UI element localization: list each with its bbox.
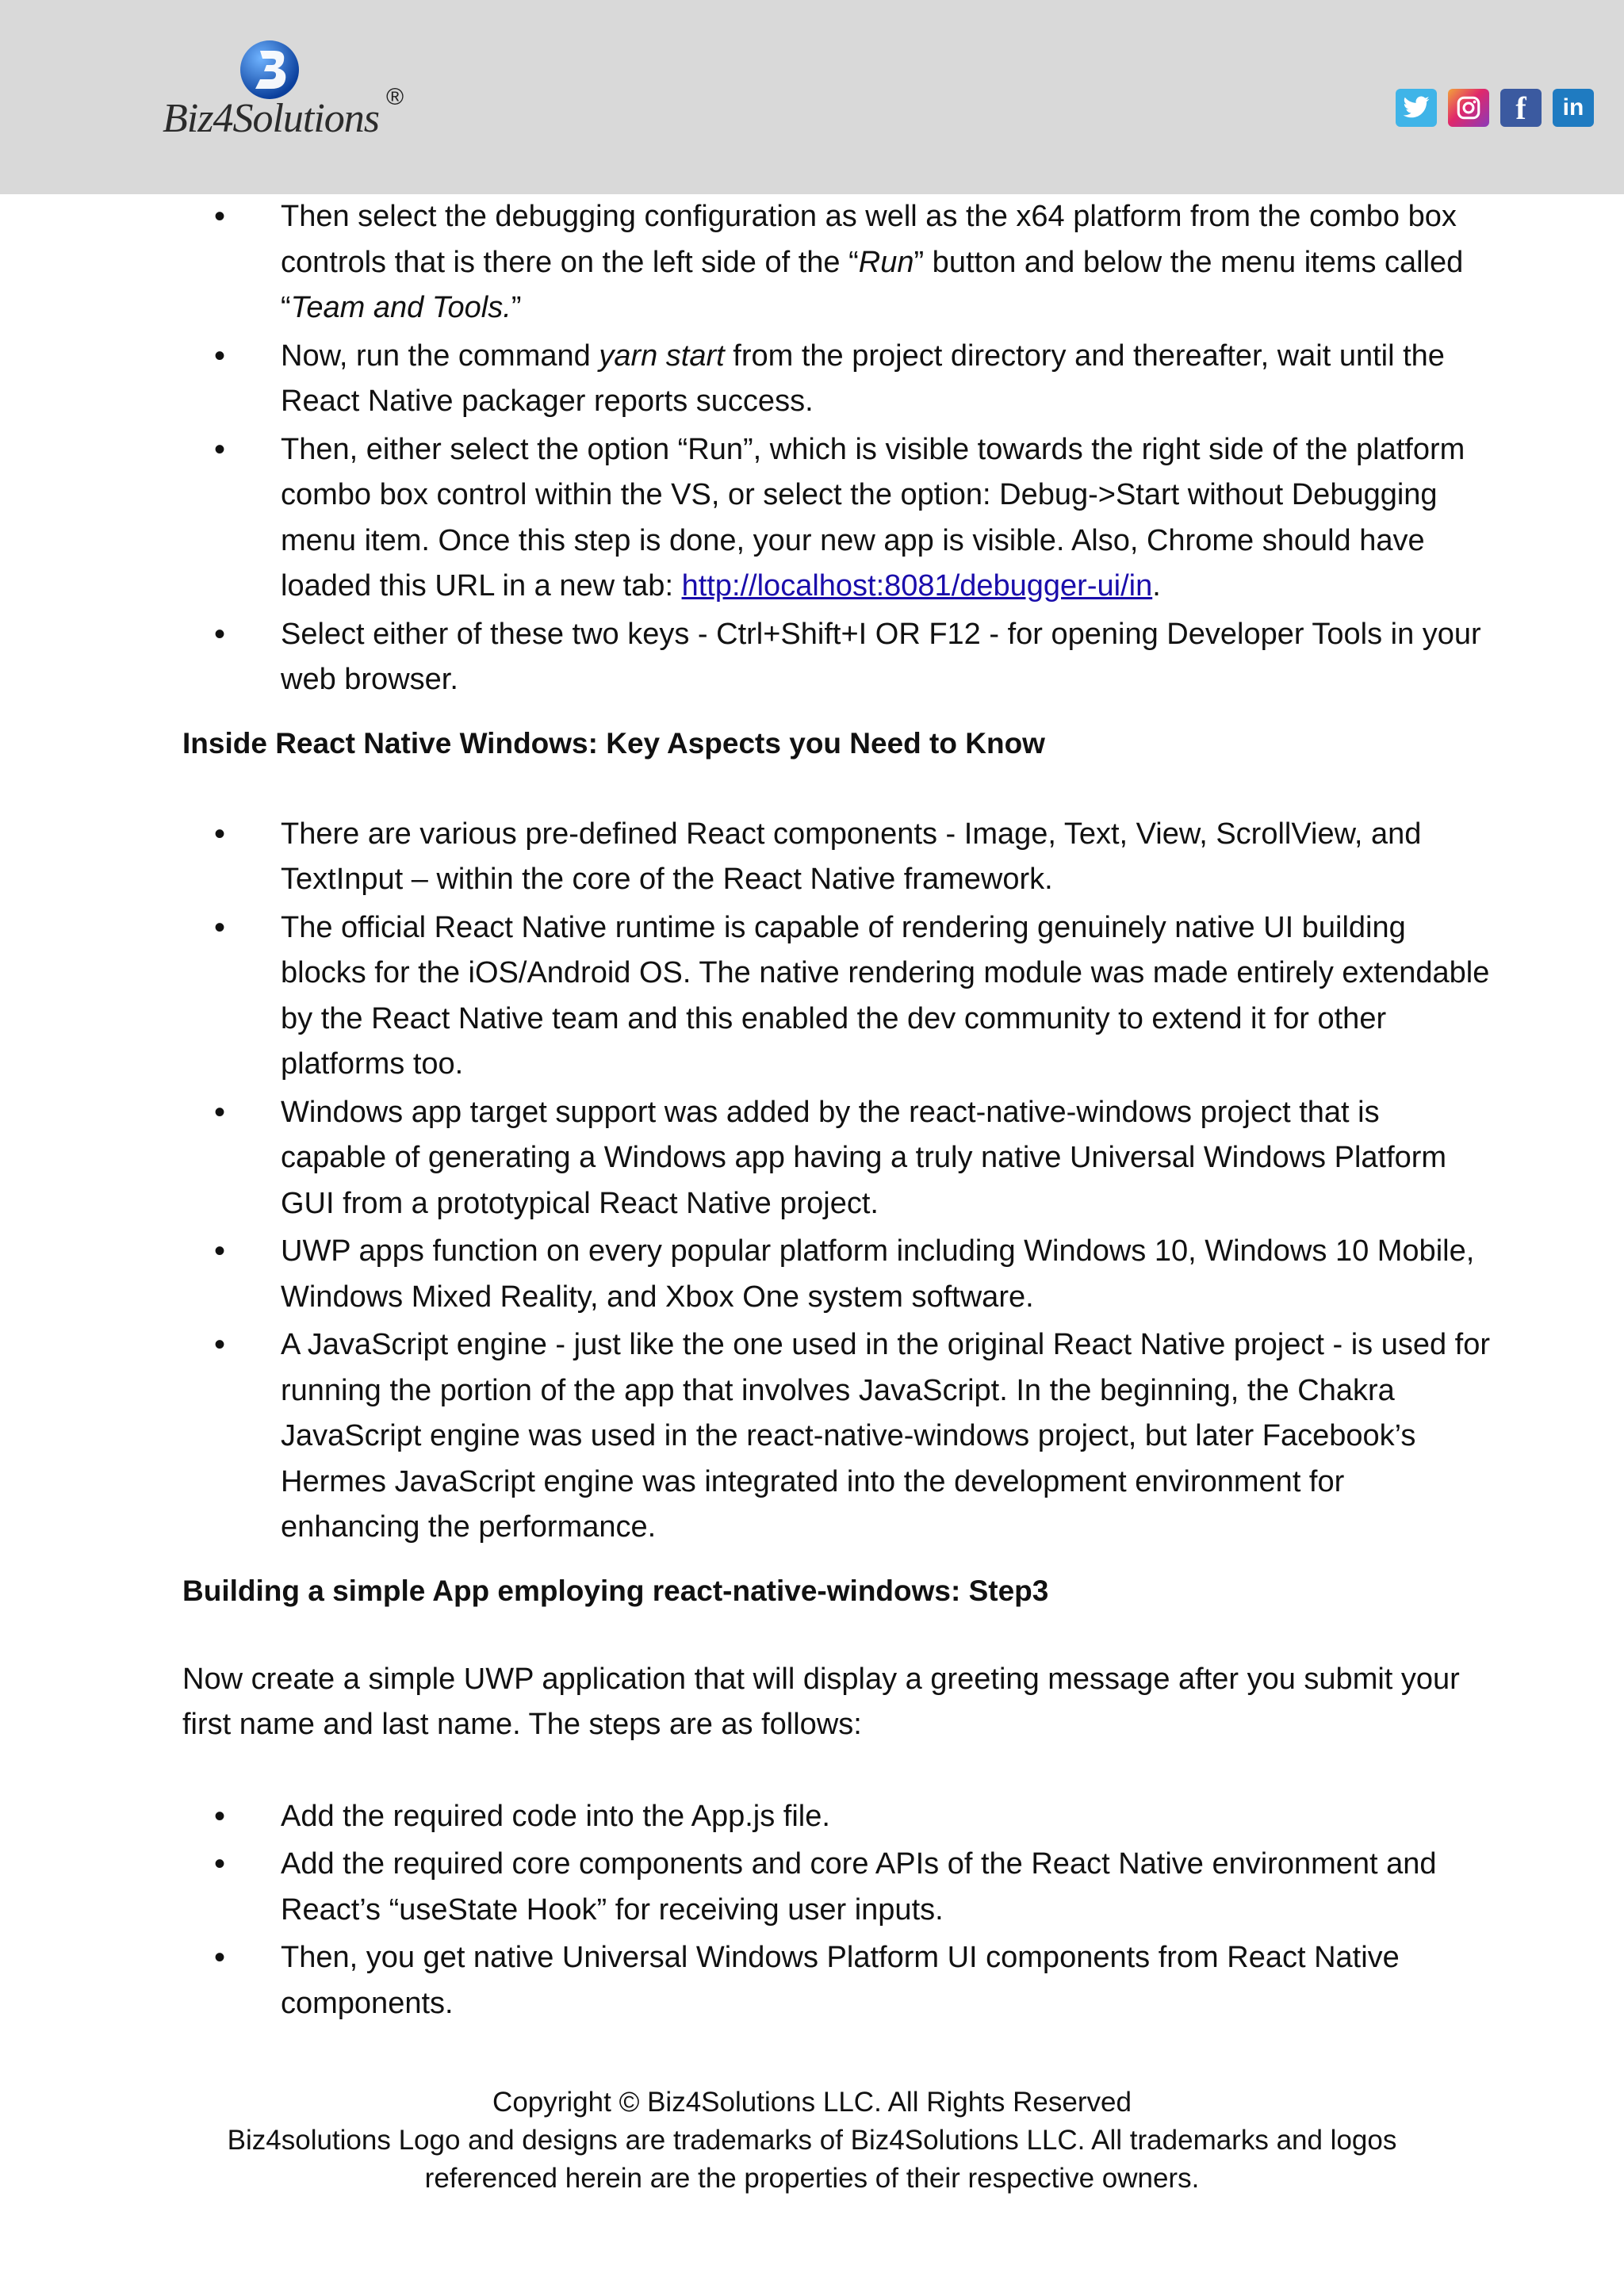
steps-list — [182, 1794, 1491, 2027]
registered-mark: ® — [386, 84, 404, 110]
trademark-line: Biz4solutions Logo and designs are trademarks of Biz4Solutions LLC. All trademarks and logos — [227, 2125, 1397, 2156]
twitter-icon[interactable] — [1396, 89, 1437, 127]
page-footer — [0, 2084, 1624, 2198]
section-heading: Inside React Native Windows: Key Aspects you Need to Know — [182, 726, 1045, 760]
company-logo[interactable] — [163, 38, 416, 149]
list-item: • Then select the debugging configuration as well as the x64 platform from the combo box controls that is there on the left side of the “Run” button and below the menu items called “Team and Tools.” — [281, 194, 1491, 331]
page-header — [0, 0, 1624, 194]
linkedin-icon[interactable]: in — [1553, 89, 1594, 127]
logo-mark-icon — [238, 38, 301, 101]
section-heading: Building a simple App employing react-native-windows: Step3 — [182, 1574, 1049, 1607]
list-item: • Then, either select the option “Run”, which is visible towards the right side of the platform combo box control within the VS, or select the option: Debug->Start without Debugging menu item. Once this step is done, your new app is visible. Also, Chrome should have loaded this URL in a new tab: http://localhost:8081/debugger-ui/in. — [281, 427, 1491, 610]
facebook-icon[interactable]: f — [1500, 89, 1542, 127]
list-item: • Then, you get native Universal Windows Platform UI components from React Native components. — [281, 1935, 1491, 2026]
social-links — [1396, 89, 1594, 127]
list-item: • Add the required code into the App.js file. — [281, 1794, 1491, 1840]
list-item: • Select either of these two keys - Ctrl+Shift+I OR F12 - for opening Developer Tools in your web browser. — [281, 612, 1491, 703]
list-item: • UWP apps function on every popular platform including Windows 10, Windows 10 Mobile, Windows Mixed Reality, and Xbox One system software. — [281, 1229, 1491, 1320]
list-item: • Add the required core components and core APIs of the React Native environment and React’s “useState Hook” for receiving user inputs. — [281, 1842, 1491, 1933]
copyright-line: Copyright © Biz4Solutions LLC. All Rights Reserved — [492, 2087, 1132, 2118]
intro-bullet-list — [182, 194, 1491, 703]
list-item: • There are various pre-defined React components - Image, Text, View, ScrollView, and TextInput – within the core of the React Native framework. — [281, 812, 1491, 903]
debugger-url-link[interactable]: http://localhost:8081/debugger-ui/in — [681, 569, 1153, 603]
list-item: • Windows app target support was added by the react-native-windows project that is capable of generating a Windows app having a truly native Universal Windows Platform GUI from a prototypical React Native project. — [281, 1090, 1491, 1227]
key-aspects-list — [182, 812, 1491, 1551]
instagram-icon[interactable] — [1448, 89, 1489, 127]
list-item: • Now, run the command yarn start from the project directory and thereafter, wait until the React Native packager reports success. — [281, 334, 1491, 425]
logo-wordmark: Biz4Solutions — [163, 96, 380, 141]
list-item: • The official React Native runtime is capable of rendering genuinely native UI building blocks for the iOS/Android OS. The native rendering module was made entirely extendable by the React Native team and this enabled the dev community to extend it for other platforms too. — [281, 905, 1491, 1088]
document-body — [182, 194, 1491, 2029]
intro-paragraph: Now create a simple UWP application that will display a greeting message after you submit your first name and last name. The steps are as follows: — [182, 1662, 1460, 1741]
trademark-line-continued: referenced herein are the properties of their respective owners. — [424, 2163, 1200, 2194]
list-item: • A JavaScript engine - just like the one used in the original React Native project - is used for running the portion of the app that involves JavaScript. In the beginning, the Chakra JavaScript engine was used in the react-native-windows project, but later Facebook’s Hermes JavaScript engine was integrated into the development environment for enhancing the performance. — [281, 1322, 1491, 1551]
